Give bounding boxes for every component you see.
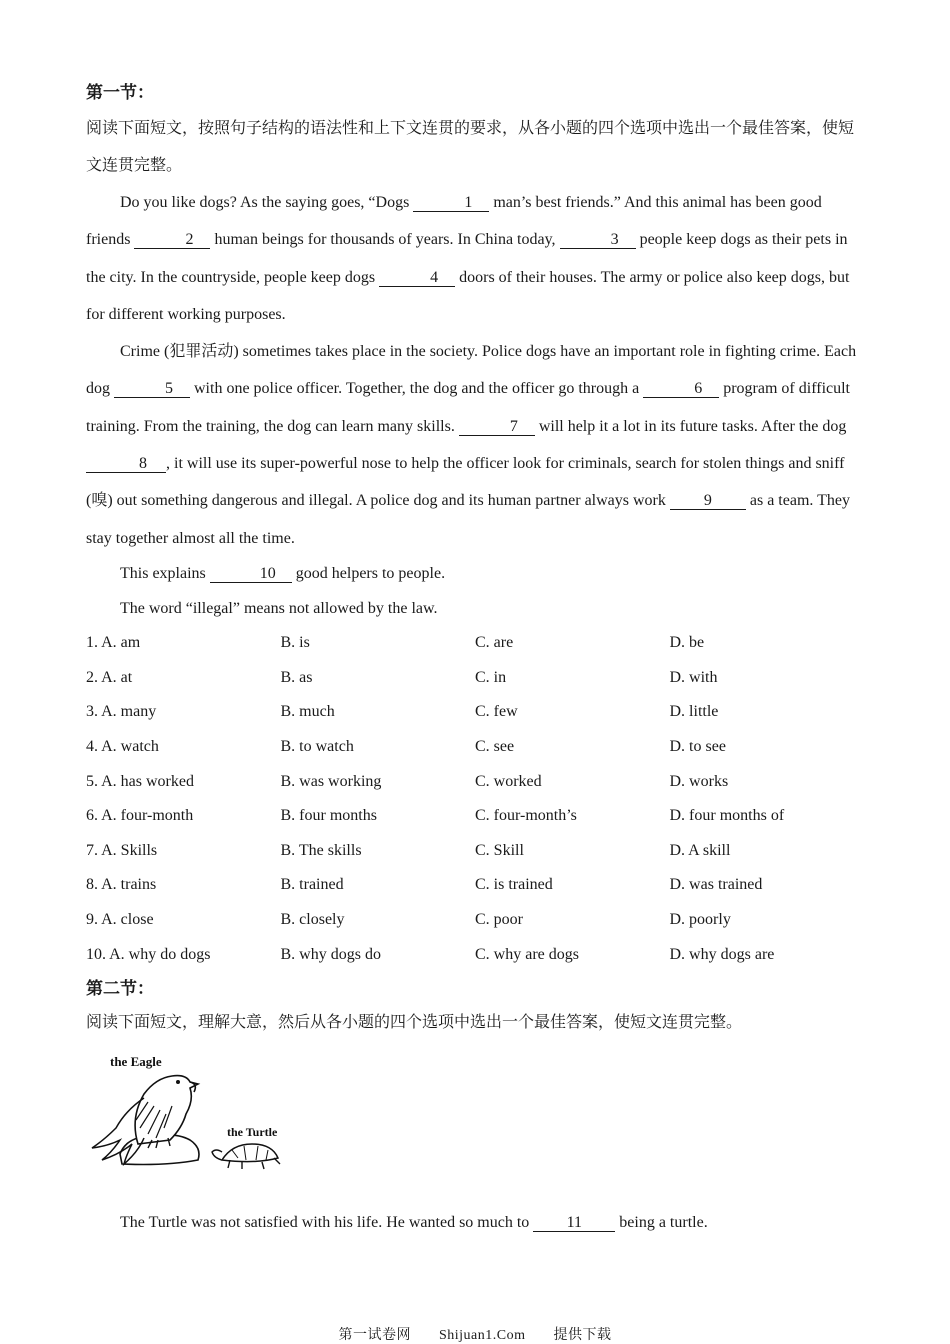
option-a[interactable]: 4. A. watch bbox=[86, 737, 159, 755]
footer-site-en: Shijuan1.Com bbox=[438, 1328, 526, 1343]
option-b[interactable]: B. was working bbox=[280, 772, 382, 790]
blank-9: 9 bbox=[670, 492, 746, 510]
passage1-paragraph-3: This explains 10 good helpers to people. bbox=[120, 564, 446, 582]
question-4-options bbox=[86, 730, 861, 765]
passage1-paragraph-2: Crime (犯罪活动) sometimes takes place in the society. Police dogs have an important role in fighting crime. Each dog 5 with one police officer. Together, the dog and the officer go through a 6 program of difficult training. From the training, the dog can learn many skills. 7 will help it a lot in its future tasks. After the dog 8 , it will use its super-powerful nose to help the officer look for criminals, search for stolen things and sniff (嗅) out something dangerous and illegal. A police dog and its human partner always work 9 as a team. They stay together almost all the time. bbox=[86, 343, 857, 547]
option-a[interactable]: 2. A. at bbox=[86, 668, 133, 686]
turtle-head bbox=[212, 1150, 222, 1160]
question-9-options bbox=[86, 903, 861, 938]
option-b[interactable]: B. The skills bbox=[280, 841, 362, 859]
question-3-options bbox=[86, 695, 861, 730]
blank-4: 4 bbox=[379, 269, 455, 287]
option-b[interactable]: B. closely bbox=[280, 910, 345, 928]
option-c[interactable]: C. why are dogs bbox=[475, 945, 579, 963]
question-1-options bbox=[86, 626, 861, 661]
option-b[interactable]: B. why dogs do bbox=[280, 945, 381, 963]
option-b[interactable]: B. four months bbox=[280, 807, 377, 825]
option-c[interactable]: C. in bbox=[475, 668, 507, 686]
option-c[interactable]: C. few bbox=[475, 703, 518, 721]
option-d[interactable]: D. be bbox=[669, 634, 705, 652]
page-footer bbox=[0, 1324, 950, 1344]
blank-10: 10 bbox=[210, 565, 292, 583]
option-c[interactable]: C. is trained bbox=[475, 876, 553, 894]
option-d[interactable]: D. with bbox=[669, 668, 718, 686]
option-c[interactable]: C. four-month’s bbox=[475, 807, 577, 825]
option-b[interactable]: B. trained bbox=[280, 876, 344, 894]
option-b[interactable]: B. to watch bbox=[280, 737, 354, 755]
document-page bbox=[86, 76, 861, 1240]
blank-11: 11 bbox=[533, 1214, 615, 1232]
eagle-eye bbox=[176, 1080, 180, 1084]
passage1-paragraph-1: Do you like dogs? As the saying goes, “Dogs 1 man’s best friends.” And this animal has been good friends 2 human beings for thousands of years. In China today, 3 people keep dogs as their pets in the city. In the countryside, people keep dogs 4 doors of their houses. The army or police also keep dogs, but for different working purposes. bbox=[86, 194, 850, 323]
section1-heading: 第一节： bbox=[86, 83, 154, 102]
option-d[interactable]: D. to see bbox=[669, 737, 726, 755]
blank-5: 5 bbox=[114, 380, 190, 398]
blank-7: 7 bbox=[459, 418, 535, 436]
option-b[interactable]: B. as bbox=[280, 668, 313, 686]
question-10-options bbox=[86, 938, 861, 973]
option-d[interactable]: D. A skill bbox=[669, 841, 731, 859]
question-5-options bbox=[86, 765, 861, 800]
option-c[interactable]: C. are bbox=[475, 634, 514, 652]
option-a[interactable]: 5. A. has worked bbox=[86, 772, 194, 790]
option-a[interactable]: 7. A. Skills bbox=[86, 841, 158, 859]
option-d[interactable]: D. four months of bbox=[669, 807, 785, 825]
section2-instruction: 阅读下面短文，理解大意，然后从各小题的四个选项中选出一个最佳答案，使短文连贯完整。 bbox=[86, 1014, 743, 1032]
option-a[interactable]: 3. A. many bbox=[86, 703, 157, 721]
option-d[interactable]: D. works bbox=[669, 772, 729, 790]
question-8-options bbox=[86, 868, 861, 903]
option-b[interactable]: B. is bbox=[280, 634, 310, 652]
option-c[interactable]: C. poor bbox=[475, 910, 523, 928]
option-a[interactable]: 8. A. trains bbox=[86, 876, 157, 894]
blank-2: 2 bbox=[134, 231, 210, 249]
blank-6: 6 bbox=[643, 380, 719, 398]
option-d[interactable]: D. why dogs are bbox=[669, 945, 775, 963]
eagle-body bbox=[135, 1076, 198, 1144]
eagle-turtle-drawing bbox=[86, 1048, 286, 1188]
question-2-options bbox=[86, 661, 861, 696]
blank-1: 1 bbox=[413, 194, 489, 212]
option-c[interactable]: C. worked bbox=[475, 772, 542, 790]
option-c[interactable]: C. Skill bbox=[475, 841, 524, 859]
options-list bbox=[86, 626, 861, 972]
option-a[interactable]: 9. A. close bbox=[86, 910, 154, 928]
footer-download: 提供下载 bbox=[553, 1328, 612, 1343]
eagle-label: the Eagle bbox=[110, 1054, 162, 1070]
turtle-shell bbox=[222, 1144, 278, 1162]
option-d[interactable]: D. was trained bbox=[669, 876, 763, 894]
option-c[interactable]: C. see bbox=[475, 737, 515, 755]
eagle-turtle-illustration bbox=[86, 1048, 861, 1188]
question-6-options bbox=[86, 799, 861, 834]
option-d[interactable]: D. poorly bbox=[669, 910, 731, 928]
passage2-first-sentence: The Turtle was not satisfied with his life. He wanted so much to 11 being a turtle. bbox=[120, 1214, 708, 1232]
turtle-label: the Turtle bbox=[227, 1125, 278, 1140]
blank-8: 8 bbox=[86, 455, 166, 473]
blank-3: 3 bbox=[560, 231, 636, 249]
option-b[interactable]: B. much bbox=[280, 703, 335, 721]
footer-site-cn: 第一试卷网 bbox=[338, 1328, 411, 1343]
option-a[interactable]: 6. A. four-month bbox=[86, 807, 194, 825]
section1-instruction: 阅读下面短文，按照句子结构的语法性和上下文连贯的要求，从各小题的四个选项中选出一个最佳答案，使短文连贯完整。 bbox=[86, 120, 855, 174]
option-d[interactable]: D. little bbox=[669, 703, 719, 721]
option-a[interactable]: 1. A. am bbox=[86, 634, 141, 652]
question-7-options bbox=[86, 834, 861, 869]
vocabulary-note: The word “illegal” means not allowed by the law. bbox=[120, 599, 438, 617]
section2-heading: 第二节： bbox=[86, 979, 154, 999]
option-a[interactable]: 10. A. why do dogs bbox=[86, 945, 211, 963]
